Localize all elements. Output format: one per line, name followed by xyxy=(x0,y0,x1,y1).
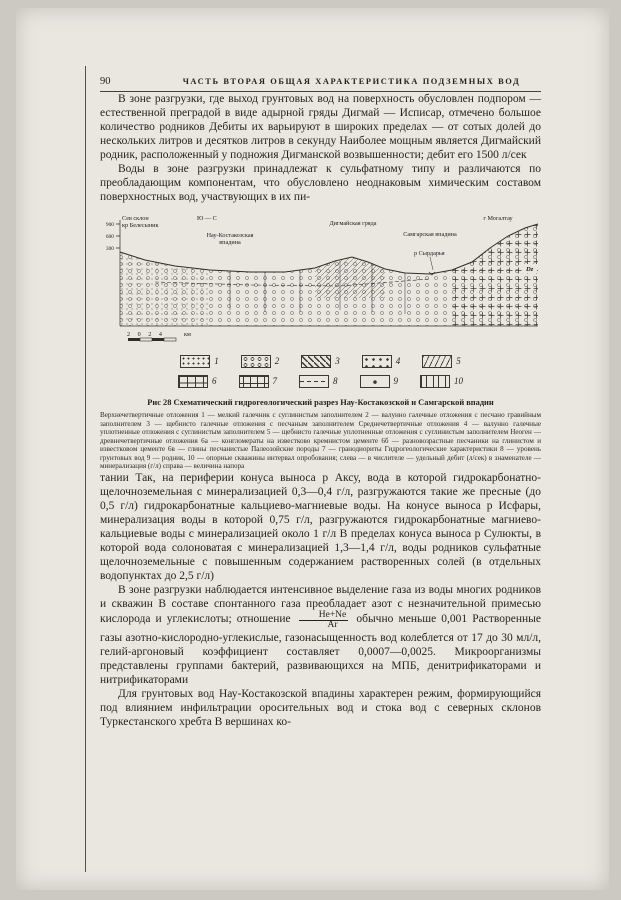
cross-section-figure xyxy=(100,212,541,346)
strata-left-wedge xyxy=(120,252,210,326)
figure-legend-description: Верхнечетвертичные отложения 1 — мелкий галечник с суглинистым заполнителем 2 — валунно галечные отложения с песчано гравийным заполнителем 3 — щебнисто галечные отложения с песчаным заполнителем Среднечетвертичные отложения 4 — валунно галечные уплотненные отложения с суглинистым заполнителем 5 — щебнисто галечные уплотненные отложения с суглинистым заполнителем Неоген — древнечетвертичные отложения 6а — конгломераты на известково кремнистом цементе 6б — разновозрастные песчаники на глинистом и известковом цементе 6в — глины песчанистые Палеозойские породы 7 — гранодиориты Гидрогеологические характеристики 8 — уровень грунтовых вод 9 — родник, 10 — опорные скважины интервал опробования; слева — в числителе — удельный дебит (л/сек) в знаменателе — минерализация (г/л) справа — величина напора xyxy=(100,411,541,470)
paragraph-gases xyxy=(100,583,541,688)
legend-symbol-gravel-icon xyxy=(180,355,210,368)
legend-symbol-boulder-pebble-icon xyxy=(241,355,271,368)
legend-item-9 xyxy=(360,375,399,388)
legend-symbol-spring-icon xyxy=(360,375,390,388)
figure-label-elev-600: 600 xyxy=(105,234,114,240)
figure-scale-numbers: 2 0 2 4 xyxy=(127,331,163,338)
figure-label-digmay-ridge: Дигмайская гряда xyxy=(329,220,377,227)
scale-bar-segment xyxy=(152,338,164,341)
figure-label-nau-basin-2: впадина xyxy=(219,239,241,246)
legend-number: 10 xyxy=(454,376,463,386)
figure-legend xyxy=(116,351,526,391)
legend-item-10 xyxy=(420,375,463,388)
legend-item-7 xyxy=(239,375,278,388)
legend-item-3 xyxy=(301,355,340,368)
syrdarya-arrow xyxy=(430,257,433,270)
legend-symbol-water-level-icon xyxy=(299,375,329,388)
legend-number: 4 xyxy=(395,356,401,366)
legend-symbol-compacted-rubble-icon xyxy=(422,355,452,368)
fraction-denominator: Ar xyxy=(327,620,338,631)
legend-number: 7 xyxy=(272,376,277,386)
fraction-numerator: He+Ne xyxy=(299,611,349,622)
legend-number: 5 xyxy=(456,356,461,366)
page-number: 90 xyxy=(100,76,111,87)
paragraph-regime: Для грунтовых вод Нау-Костакозской впадины характерен режим, формирующийся под влиянием инфильтрации оросительных вод и стока вод с северных склонов Туркестанского хребта В вершинах ко- xyxy=(100,688,541,729)
legend-item-4 xyxy=(362,355,401,368)
text-column xyxy=(100,76,541,729)
legend-item-1 xyxy=(180,355,219,368)
paragraph-sulfate-waters: Воды в зоне разгрузки принадлежат к сульфатному типу и различаются по преобладающим компонентам, что обусловлено неоднаковым химическим составом поверхностных вод, участвующих в их пи- xyxy=(100,163,541,203)
legend-symbol-borehole-icon xyxy=(420,375,450,388)
legend-number: 6 xyxy=(212,376,217,386)
legend-number: 3 xyxy=(335,356,340,366)
strata-digmay-ridge xyxy=(315,257,385,298)
legend-symbol-granodiorite-icon xyxy=(239,375,269,388)
legend-item-6 xyxy=(178,375,217,388)
legend-symbol-compacted-boulder-icon xyxy=(362,355,392,368)
figure-label-north-slope-2: кр Белесыник xyxy=(122,222,159,229)
figure-scale-unit: км xyxy=(184,331,191,338)
running-header: ЧАСТЬ ВТОРАЯ ОБЩАЯ ХАРАКТЕРИСТИКА ПОДЗЕМНЫХ ВОД xyxy=(182,77,521,86)
legend-row-1 xyxy=(116,351,526,371)
figure-label-north-slope-1: Сев склон xyxy=(122,215,149,222)
legend-number: 8 xyxy=(333,376,338,386)
legend-item-8 xyxy=(299,375,338,388)
legend-number: 9 xyxy=(393,376,398,386)
figure-caption: Рис 28 Схематический гидрогеологический разрез Нау-Костакозской и Самгарской впадин xyxy=(147,398,494,407)
left-margin-rule xyxy=(85,66,86,872)
page-header xyxy=(100,76,541,87)
legend-row-2 xyxy=(116,371,526,391)
paragraph-gases-before: В зоне разгрузки наблюдается интенсивное выделение газа из воды многих родников и скважин В составе спонтанного газа преобладает азот с незначительной примесью кислорода и углекислоты; отношение xyxy=(100,583,541,625)
paragraph-gases-after: обычно меньше 0,001 Растворенные газы азотно-кислородно-углекислые, газонасыщенность вод колеблется от 17 до 30 мл/л, гелий-аргоновый коэффициент составляет 0,0007—0,0025. Микроорганизмы представлены группами бактерий, развивающихся на МПБ, денитрификаторами и нитрификаторами xyxy=(100,612,541,687)
strata-granodiorite xyxy=(452,224,538,326)
he-ne-ar-fraction xyxy=(299,611,349,632)
paragraph-mineralization: тании Так, на периферии конуса выноса р Аксу, вода в которой гидрокарбонатно-щелочноземельная с минерализацией 0,3—0,4 г/л, разгружаются такие же пресные (до 0,5 г/л) гидрокарбонатные кальциево-магниевые воды. На конусе выноса р Исфары, минерализация воды в которой 0,75 г/л, разгружаются гидрокарбонатные магниево-кальциевые воды с минерализацией около 1 г/л В пределах конуса выноса р Сулюкты, в которой вода солоноватая с минерализацией 1,3—1,4 г/л, воды родников сульфатные щелочноземельные с повышенным содержанием растворенных солей (в отдельных водопунктах до 2,5 г/л) xyxy=(100,471,541,582)
elevation-axis xyxy=(116,220,120,326)
scale-bar-segment xyxy=(164,338,176,341)
figure-label-samgar-basin: Самгарская впадина xyxy=(403,231,457,238)
legend-symbol-rubble-pebble-icon xyxy=(301,355,331,368)
figure-label-mogoltau: г Могалтау xyxy=(483,215,513,222)
scale-bar-segment xyxy=(140,338,152,341)
legend-symbol-conglomerate-icon xyxy=(178,375,208,388)
figure-label-elev-300: 300 xyxy=(105,246,114,252)
scale-bar-segment xyxy=(128,338,140,341)
figure-block xyxy=(100,212,541,471)
figure-label-nau-basin-1: Нау-Костакозская xyxy=(206,232,254,239)
figure-label-dz: Dz xyxy=(526,266,534,273)
legend-item-2 xyxy=(241,355,280,368)
paragraph-springs: В зоне разгрузки, где выход грунтовых вод на поверхность обусловлен подпором — естественной преградой в виде адырной гряды Дигмай — Исписар, отмечено большое количество родников Дебиты их варьируют в широких пределах — от сотых долей до нескольких литров и десятков литров в секунду Наиболее мощным является Дигмайский родник, расположенный у подножия Дигманской возвышенности; дебит его 1500 л/сек xyxy=(100,93,541,161)
legend-item-5 xyxy=(422,355,461,368)
legend-number: 1 xyxy=(214,356,219,366)
legend-number: 2 xyxy=(274,356,280,366)
figure-label-elev-900: 900 xyxy=(105,222,114,228)
figure-label-syrdarya: р Сырдарья xyxy=(414,250,445,257)
figure-label-orientation: Ю — С xyxy=(197,215,217,222)
